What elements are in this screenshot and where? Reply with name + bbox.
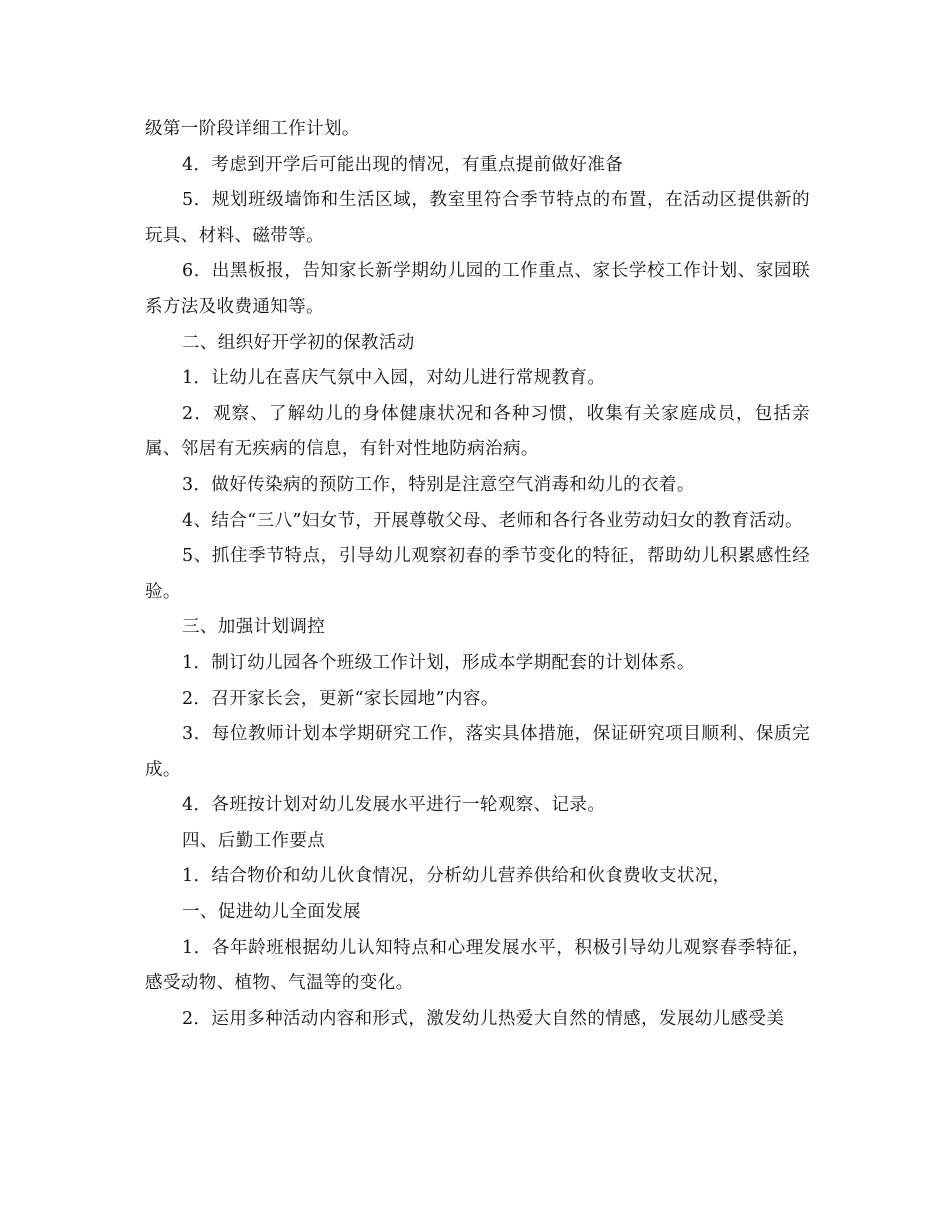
paragraph-7: 3．做好传染病的预防工作，特别是注意空气消毒和幼儿的衣着。 (182, 474, 695, 495)
paragraph-14: 4．各班按计划对幼儿发展水平进行一轮观察、记录。 (182, 795, 606, 816)
paragraph-18: 1．各年龄班根据幼儿认知特点和心理发展水平，积极引导幼儿观察春季特征，感受动物、植物、气温等的变化。 (145, 937, 810, 994)
paragraph-0: 级第一阶段详细工作计划。 (145, 119, 360, 139)
paragraph-1: 4．考虑到开学后可能出现的情况，有重点提前做好准备 (182, 154, 624, 175)
section-heading-3: 三、加强计划调控 (182, 617, 326, 638)
paragraph-13: 3．每位教师计划本学期研究工作，落实具体措施，保证研究项目顺利、保质完成。 (145, 724, 810, 780)
paragraph-11: 1．制订幼儿园各个班级工作计划，形成本学期配套的计划体系。 (182, 652, 695, 673)
paragraph-5: 1．让幼儿在喜庆气氛中入园，对幼儿进行常规教育。 (182, 368, 606, 389)
section-heading-2: 二、组织好开学初的保教活动 (182, 332, 415, 353)
paragraph-12: 2．召开家长会，更新“家长园地”内容。 (182, 688, 499, 709)
paragraph-2: 5．规划班级墙饰和生活区域，教室里符合季节特点的布置，在活动区提供新的玩具、材料、磁带等。 (145, 190, 810, 246)
paragraph-8: 4、结合“三八”妇女节，开展尊敬父母、老师和各行各业劳动妇女的教育活动。 (182, 510, 803, 531)
section-heading-1: 一、促进幼儿全面发展 (182, 902, 361, 923)
paragraph-16: 1．结合物价和幼儿伙食情况，分析幼儿营养供给和伙食费收支状况， (182, 866, 731, 887)
paragraph-3: 6．出黑板报，告知家长新学期幼儿园的工作重点、家长学校工作计划、家园联系方法及收费通知等。 (145, 261, 810, 317)
section-heading-4: 四、后勤工作要点 (182, 830, 326, 851)
document-body (145, 112, 810, 1037)
paragraph-19: 2．运用多种活动内容和形式，激发幼儿热爱大自然的情感，发展幼儿感受美 (182, 1008, 785, 1029)
paragraph-6: 2．观察、了解幼儿的身体健康状况和各种习惯，收集有关家庭成员，包括亲属、邻居有无疾病的信息，有针对性地防病治病。 (145, 403, 810, 460)
paragraph-9: 5、抓住季节特点，引导幼儿观察初春的季节变化的特征，帮助幼儿积累感性经验。 (145, 546, 810, 602)
